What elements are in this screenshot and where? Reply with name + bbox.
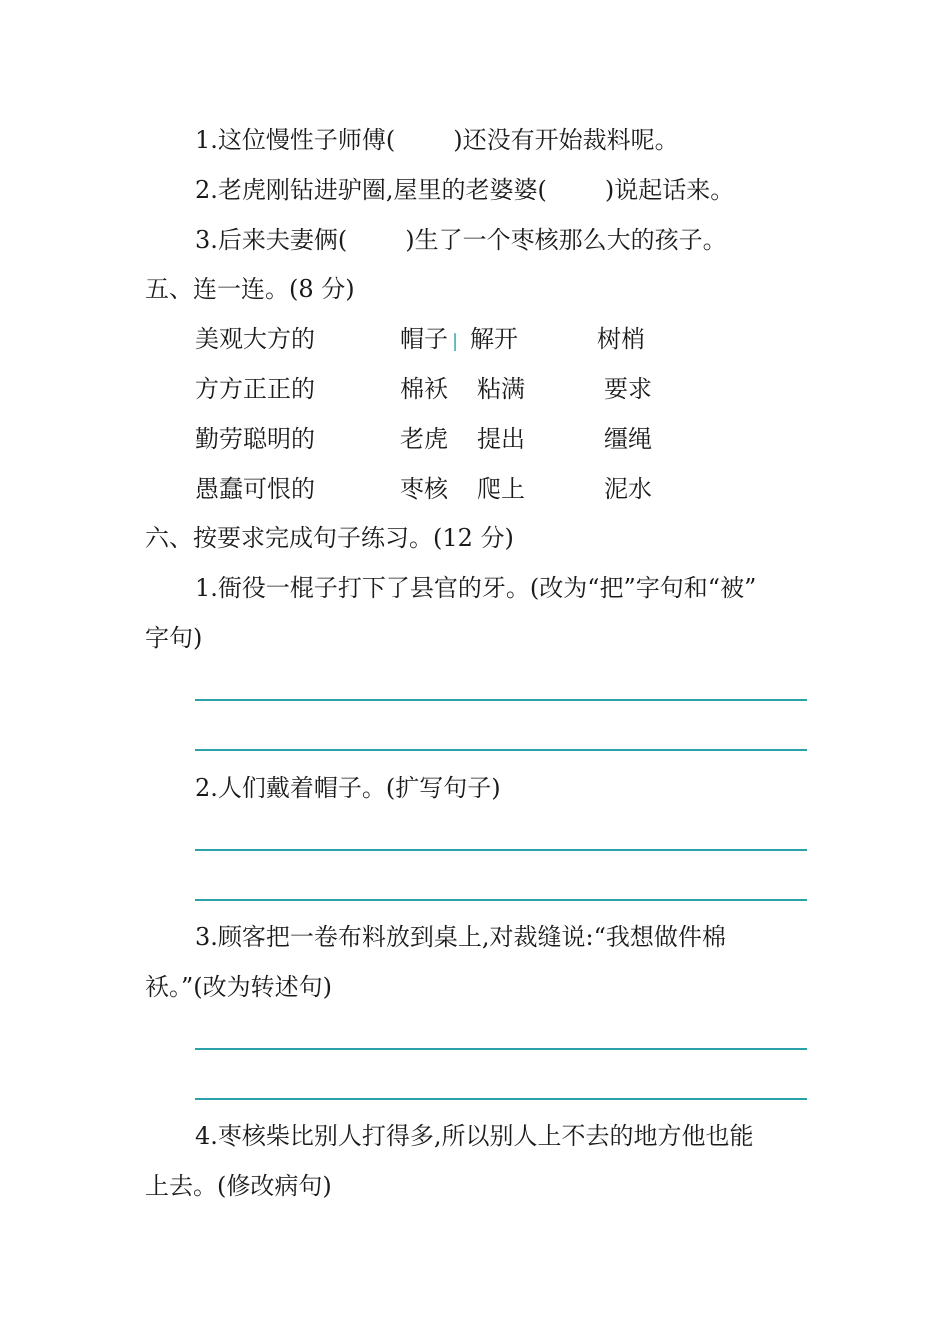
answer-line[interactable] — [195, 749, 807, 751]
answer-line[interactable] — [195, 1098, 807, 1100]
match-col2-item[interactable]: 枣核 — [400, 475, 448, 503]
match-col3-item[interactable]: 粘满 — [477, 375, 525, 403]
answer-line[interactable] — [195, 699, 807, 701]
match-col4-item[interactable]: 树梢 — [597, 325, 645, 353]
question-text: 上去。(修改病句) — [145, 1172, 332, 1200]
answer-line[interactable] — [195, 899, 807, 901]
match-col3-item[interactable]: 爬上 — [477, 475, 525, 503]
question-text: 1.衙役一棍子打下了县官的牙。(改为“把”字句和“被” — [195, 574, 757, 602]
section-5-title: 五、连一连。(8 分) — [145, 275, 355, 303]
fill-sentence-3 — [195, 225, 727, 255]
match-col2-item[interactable] — [400, 324, 461, 357]
match-col2-item[interactable]: 棉袄 — [400, 375, 448, 403]
match-col3-item[interactable]: 解开 — [470, 325, 518, 353]
sentence-text: 2.老虎刚钻进驴圈,屋里的老婆婆( — [195, 176, 547, 204]
divider-mark: | — [452, 331, 459, 352]
match-col1-item[interactable]: 方方正正的 — [195, 375, 315, 403]
question-text: 袄。”(改为转述句) — [145, 973, 332, 1001]
question-text: 2.人们戴着帽子。(扩写句子) — [195, 774, 501, 802]
sentence-text: 3.后来夫妻俩( — [195, 226, 348, 254]
match-col4-item[interactable]: 缰绳 — [604, 425, 652, 453]
section-6-title: 六、按要求完成句子练习。(12 分) — [145, 524, 514, 552]
sentence-text: )生了一个枣核那么大的孩子。 — [405, 226, 727, 254]
answer-line[interactable] — [195, 849, 807, 851]
match-word: 帽子 — [400, 325, 448, 353]
question-text: 4.枣核柴比别人打得多,所以别人上不去的地方他也能 — [195, 1122, 754, 1150]
match-col1-item[interactable]: 勤劳聪明的 — [195, 425, 315, 453]
question-text: 字句) — [145, 624, 203, 652]
match-col1-item[interactable]: 愚蠢可恨的 — [195, 475, 315, 503]
sentence-text: )说起话来。 — [604, 176, 735, 204]
fill-sentence-1 — [195, 125, 679, 155]
match-col4-item[interactable]: 要求 — [604, 375, 652, 403]
answer-line[interactable] — [195, 1048, 807, 1050]
sentence-text: )还没有开始裁料呢。 — [453, 126, 679, 154]
match-col3-item[interactable]: 提出 — [477, 425, 525, 453]
fill-sentence-2 — [195, 175, 734, 205]
question-text: 3.顾客把一卷布料放到桌上,对裁缝说:“我想做件棉 — [195, 923, 726, 951]
sentence-text: 1.这位慢性子师傅( — [195, 126, 396, 154]
match-col4-item[interactable]: 泥水 — [604, 475, 652, 503]
match-col2-item[interactable]: 老虎 — [400, 425, 448, 453]
match-col1-item[interactable]: 美观大方的 — [195, 325, 315, 353]
